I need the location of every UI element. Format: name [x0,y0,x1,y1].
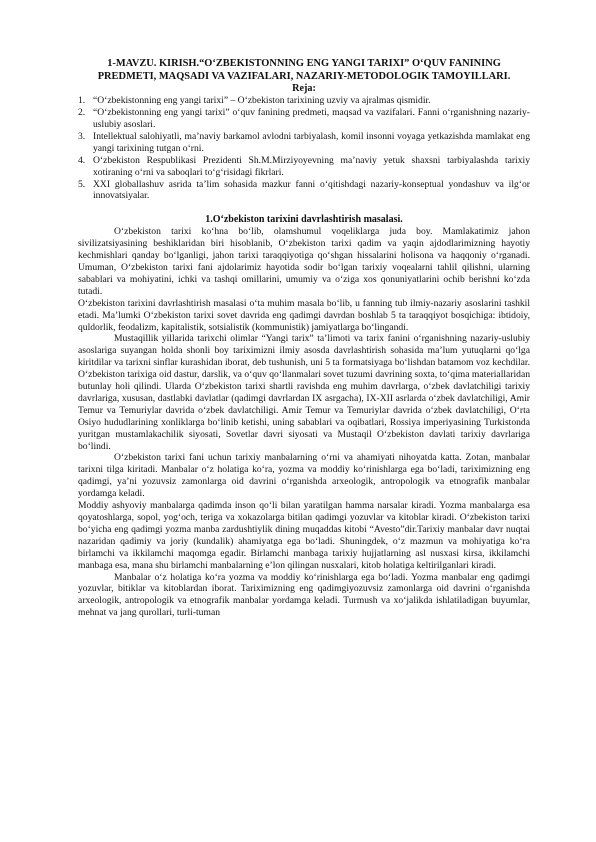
plan-item [78,179,530,203]
paragraph: Mustaqillik yillarida tarixchi olimlar “Yangi tarix” ta’limoti va tarix fanini o‘rganishning nazariy-uslubiy asoslariga suyangan holda shonli boy tariximizni ilmiy asosda davrlashtirish sohasida ma’lum yutuqlarni qo‘lga kiritdilar va tarixni sinflar kurashidan iborat, deb tushunish, uni 5 ta formatsiyaga bo‘lishdan batamom voz kechdilar. O‘zbekiston tarixiga oid dastur, darslik, va o‘quv qo‘llanmalari sovet tuzumi davrining soxta, to‘qima materiallaridan butunlay holi qilindi. Ularda O‘zbekiston tarixi shartli ravishda eng muhim davrlarga, o‘zbek davlatchiligi tarixiy davrlariga, xususan, dastlabki davlatlar (qadimgi davrlardan IX asrgacha), IX-XII asrlarda o‘zbek davlatchiligi, Amir Temur va Temuriylar davrida o‘zbek davlatchiligi. Amir Temur va Temuriylar davrida o‘zbek davlatchiligi, O‘rta Osiyo hududlarining xonliklarga bo‘linib ketishi, uning sabablari va oqibatlari, Rossiya imperiyasining Turkistonda yuritgan mustamlakachilik siyosati, Sovetlar davri siyosati va Mustaqil O‘zbekiston davlati tarixiy davrlariga bo‘lindi. [78,333,530,452]
plan-item-text: XXI globallashuv asrida ta’lim sohasida mazkur fanni o‘qitishdagi nazariy-konseptual yondashuv va ilg‘or innovatsiyalar. [93,178,530,202]
plan-item [78,95,530,107]
plan-item-text: “O‘zbekistonning eng yangi tarixi” – O‘zbekiston tarixining uzviy va ajralmas qismidir. [93,95,431,107]
plan-item-text: “O‘zbekistonning eng yangi tarixi” o‘quv fanining predmeti, maqsad va vazifalari. Fanni o‘rganishning nazariy-uslubiy asoslari. [93,107,530,130]
paragraph: O‘zbekiston tarixi ko‘hna bo‘lib, olamshumul voqeliklarga juda boy. Mamlakatimiz jahon sivilizatsiyasining beshiklaridan biri hisoblanib, O‘zbekiston tarixi qadim va yaqin ajdodlarimizning hayotiy kechmishlari qanday bo‘lganligi, jahon tarixi taraqqiyotiga qo‘shgan hissalarini holisona va haqqoniy o‘rganadi. Umuman, O‘zbekiston tarixi fani ajdolarimiz hayotida sodir bo‘lgan tarixiy voqealarni tahlil qilishni, ularning sabablari va mohiyatini, ichki va tashqi omillarini, umumiy va o‘ziga xos qonuniyatlarini ochib berishni ko‘zda tutadi. [78,226,530,297]
paragraph: O‘zbekiston tarixini davrlashtirish masalasi o‘ta muhim masala bo‘lib, u fanning tub ilmiy-nazariy asoslarini tashkil etadi. Ma’lumki O‘zbekiston tarixi sovet davrida eng qadimgi davrdan boshlab 5 ta taraqqiyot bosqichiga: ibtidoiy, quldorlik, feodalizm, kapitalistik, sotsialistik (kommunistik) jamiyatlarga bo‘lingandi. [78,297,530,333]
plan-item-number: 5. [78,178,86,190]
plan-heading: Reja: [292,83,316,95]
plan-item [78,155,530,179]
plan-item [78,131,530,155]
paragraph: O‘zbekiston tarixi fani uchun tarixiy manbalarning o‘rni va ahamiyati nihoyatda katta. Zotan, manbalar tarixni tilga kiritadi. Manbalar o‘z holatiga ko‘ra, yozma va moddiy ko‘rinishlarga ega bo‘ladi, tariximizning eng qadimgi, ya’ni yozuvsiz zamonlarga oid davrini o‘rganishda arxeologik, antropologik va etnografik manbalar yordamga keladi. [78,452,530,500]
plan-item-number: 2. [78,107,86,119]
document-title: 1-MAVZU. KIRISH.“O‘ZBEKISTONNING ENG YANGI TARIXI” O‘QUV FANINING PREDMETI, MAQSADI VA VAZIFALARI, NAZARIY-METODOLOGIK TAMOYILLARI. [97,58,511,82]
plan-item-number: 1. [78,95,86,107]
document-page [78,0,530,619]
plan-item-text: Intellektual salohiyatli, ma’naviy barkamol avlodni tarbiyalash, komil insonni voyaga yetkazishda mamlakat eng yangi tarixining tutgan o‘rni. [93,130,530,154]
paragraph: Moddiy ashyoviy manbalarga qadimda inson qo‘li bilan yaratilgan hamma narsalar kiradi. Yozma manbalarga esa qoyatoshlarga, sopol, yog‘och, teriga va xokazolarga bitilan qadimgi yozuvlar va kitoblar kiradi. O‘zbekiston tarixi bo‘yicha eng qadimgi yozma manba zardushtiylik dining muqaddas kitobi “Avesto”dir.Tarixiy manbalar davr nuqtai nazaridan qadimiy va joriy (kundalik) ahamiyatga ega bo‘ladi. Shuningdek, o‘z mazmun va mohiyatiga ko‘ra birlamchi va ikkilamchi maqomga egadir. Birlamchi manbaga tarixiy hujjatlarning asl nusxasi kirsa, ikkilamchi manbaga esa, mana shu birlamchi manbalarning e’lon qilingan nusxalari, kitob holatiga keltirilganlari kiradi. [78,500,530,571]
plan-item-number: 3. [78,130,86,142]
plan-item-number: 4. [78,154,86,166]
section-title: 1.O‘zbekiston tarixini davrlashtirish masalasi. [205,214,403,226]
body-text [78,226,530,619]
plan-item-text: O‘zbekiston Respublikasi Prezidenti Sh.M.Mirziyoyevning ma’naviy yetuk shaxsni tarbiyalashda tarixiy xotiraning o‘rni va saboqlari to‘g‘risidagi fikrlari. [93,154,530,178]
paragraph: Manbalar o‘z holatiga ko‘ra yozma va moddiy ko‘rinishlarga ega bo‘ladi. Yozma manbalar eng qadimgi yozuvlar, bitiklar va kitoblardan iborat. Tariximizning eng qadimgiyozuvsiz zamonlarga oid davrini o‘rganishda arxeologik, antropologik va etnografik manbalar yordamga keladi. Turmush va xo‘jalikda ishlatiladigan buyumlar, mehnat va jang qurollari, turli-tuman [78,571,530,619]
plan-list [78,95,530,202]
plan-item [78,107,530,131]
